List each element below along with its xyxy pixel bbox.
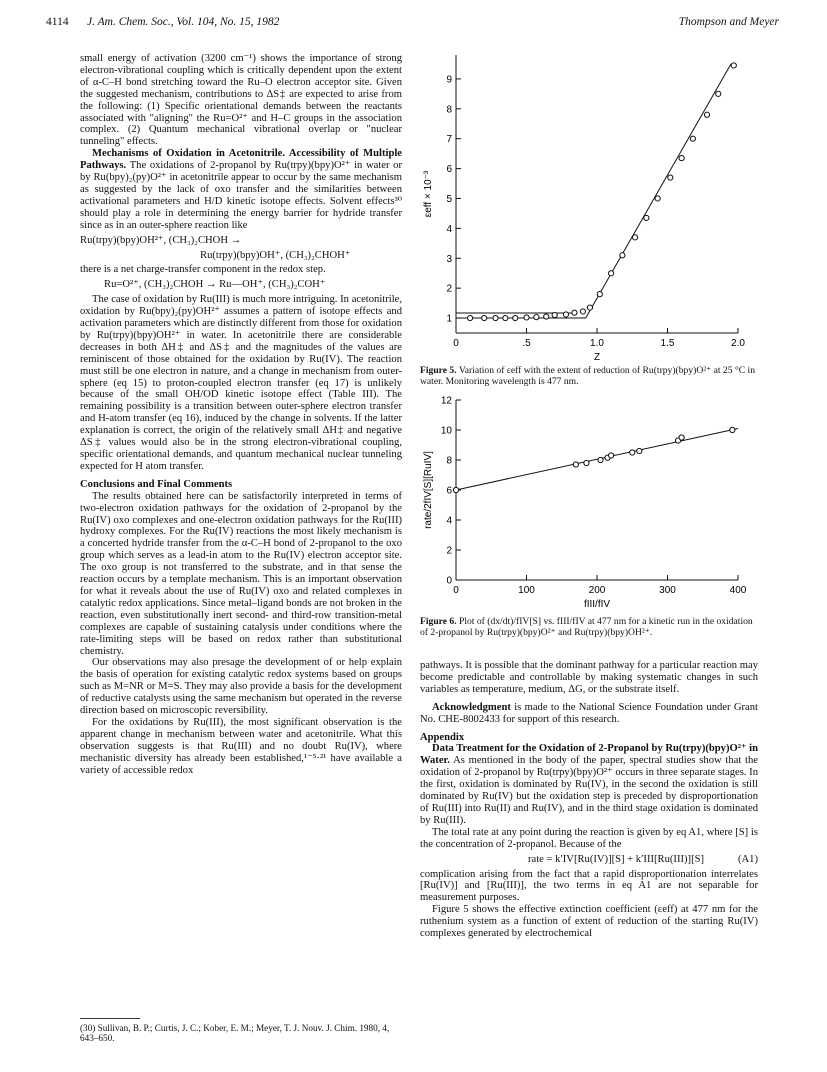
data-point — [534, 315, 539, 320]
data-point — [716, 91, 721, 96]
y-tick-label: 2 — [446, 545, 452, 557]
paragraph: Acknowledgment is made to the National Science Foundation under Grant No. CHE-8002433 for support of this research. — [420, 701, 758, 725]
data-point — [552, 312, 557, 317]
data-point — [690, 136, 695, 141]
data-point — [609, 453, 614, 458]
equation: Ru(trpy)(bpy)OH⁺, (CH₃)₂CHOH⁺ — [200, 249, 351, 261]
figure-6-caption: Figure 6. Plot of (dx/dt)/fIV[S] vs. fIII/fIV at 477 nm for a kinetic run in the oxidation of 2-propanol by Ru(trpy)(bpy)O²⁺ and Ru(trpy)(bpy)OH²⁺. — [420, 616, 753, 638]
y-axis-label: εeff × 10⁻³ — [423, 170, 434, 218]
x-tick-label: 0 — [453, 338, 459, 349]
data-point — [503, 315, 508, 320]
data-point — [637, 448, 642, 453]
data-point — [679, 435, 684, 440]
y-tick-label: 2 — [446, 283, 452, 295]
data-point — [630, 450, 635, 455]
y-axis-label: rate/2fIV[S][RuIV] — [423, 451, 434, 529]
figure-5-chart — [420, 45, 765, 360]
data-point — [587, 305, 592, 310]
running-authors: Thompson and Meyer — [678, 16, 779, 28]
acknowledgment-heading: Acknowledgment — [432, 701, 511, 713]
left-column — [80, 53, 402, 776]
fit-line — [456, 64, 731, 318]
figure-6-chart — [420, 392, 765, 610]
paragraph: complication arising from the fact that a rapid disproportionation interrelates [Ru(IV)] and [Ru(III)], the two terms in eq A1 are not separable for measurement purposes. — [420, 868, 758, 904]
paragraph: pathways. It is possible that the dominant pathway for a particular reaction may become predictable and controllable by making systematic changes in such variables as temperature, medium, ΔG, or the substrate itself. — [420, 660, 758, 695]
paragraph: Figure 5 shows the effective extinction coefficient (εeff) at 477 nm for the ruthenium system as a function of extent of reduction of the starting Ru(IV) complexes generated by electrochemical — [420, 904, 758, 940]
x-tick-label: 1.0 — [590, 338, 604, 349]
y-tick-label: 4 — [446, 223, 452, 235]
data-point — [598, 457, 603, 462]
equation-a1: rate = k′IV[Ru(IV)][S] + k′III[Ru(III)][S] (A1) — [528, 853, 758, 865]
x-tick-label: 400 — [729, 585, 747, 596]
paragraph: Our observations may also presage the development of or help explain the basis of operation for existing catalytic redox systems based on groups such as M=NR or M=S. They may also provide a basis for the development of reductive catalysts using the same mechanism but operated in the reverse direction based on microscopic reversibility. — [80, 657, 402, 717]
data-point — [730, 427, 735, 432]
fit-line — [456, 429, 738, 491]
data-point — [453, 487, 458, 492]
paragraph: small energy of activation (3200 cm⁻¹) shows the importance of strong electron-vibrational coupling which is critically dependent upon the extent of α-C–H bond stretching toward the Ru–O electron acceptor site. Given the suggested mechanism, contributions to ΔS‡ are expected to arise from the following: (1) Specific orientational demands between the reactants associated with "aligning" the Ru=O²⁺ and H–C groups in the association complex. (2) Quantum mechanical vibrational overlap or "nuclear tunneling" effects. — [80, 53, 402, 148]
figure-5-caption: Figure 5. Variation of εeff with the extent of reduction of Ru(trpy)(bpy)O²⁺ at 25 °C in water. Monitoring wavelength is 477 nm. — [420, 365, 756, 387]
y-tick-label: 6 — [446, 164, 452, 176]
paragraph: For the oxidations by Ru(III), the most significant observation is the apparent change in mechanism between water and acetonitrile. What this observation suggests is that Ru(III) and no doubt Ru(IV), where mechanistic diversity has already been established,¹⁻⁵·²¹ have available a variety of accessible redox — [80, 716, 402, 776]
x-axis-label: Z — [593, 352, 601, 360]
paragraph: The results obtained here can be satisfactorily interpreted in terms of two-electron oxidation pathways for the oxidation of 2-propanol by the Ru(IV) oxo complexes and one-electron oxidation pathways for the Ru(III) hydroxy complexes. For the Ru(IV) reactions the most likely mechanism is a concerted hydride transfer from the α-C–H bond of 2-propanol to the oxo group which serves as a lead-in atom to the Ru(IV) electron acceptor site. The oxo group is not transferred to the substrate, and in that sense the reaction occurs by a template mechanism. This is an important observation for what it reveals about the use of Ru(IV) oxo and related complexes in catalytic redox applications. Since metal–ligand bonds are not broken in the reaction, even substitutionally inert second- and third-row transition-metal complexes are capable of sustaining catalysis under conditions where the rate-limiting steps will be based on redox rather than substitutional chemistry. — [80, 490, 402, 657]
data-point — [597, 292, 602, 297]
appendix-heading: Appendix — [420, 731, 465, 743]
right-column — [420, 660, 758, 940]
y-tick-label: 5 — [446, 193, 452, 205]
y-tick-label: 1 — [446, 313, 452, 325]
data-point — [620, 253, 625, 258]
x-tick-label: 1.5 — [660, 338, 675, 349]
section-heading: Conclusions and Final Comments — [80, 478, 233, 490]
data-point — [572, 310, 577, 315]
section-run-in-heading: Mechanisms of Oxidation in Acetonitrile. Accessibility of Multiple Pathways. — [80, 148, 402, 172]
y-tick-label: 3 — [446, 253, 452, 265]
data-point — [609, 271, 614, 276]
data-point — [544, 314, 549, 319]
data-point — [563, 312, 568, 317]
paragraph: Mechanisms of Oxidation in Acetonitrile. Accessibility of Multiple Pathways. The oxidations of 2-propanol by Ru(trpy)(bpy)O²⁺ in water or by Ru(bpy)₂(py)O²⁺ in acetonitrile appear to occur by the same mechanism as suggested by the lack of oxo transfer and the similarities between activational parameters and H/D kinetic isotope effects. Solvent effects³⁰ should play a role in determining the energy barrier for hydride transfer since as in an outer-sphere reaction like — [80, 148, 402, 231]
data-point — [679, 156, 684, 161]
journal-citation: J. Am. Chem. Soc., Vol. 104, No. 15, 1982 — [87, 16, 280, 28]
paragraph: The case of oxidation by Ru(III) is much more intriguing. In acetonitrile, oxidation by Ru(bpy)₂(py)OH²⁺ assumes a pattern of isotope effects and activation parameters which are distinctly different from those for oxidation by Ru(trpy)(bpy)OH²⁺ in water. In acetonitrile there are considerable decreases in both ΔH‡ and ΔS‡ and the magnitudes of the values are reminiscent of those obtained for the oxidation by Ru(IV). The reaction must still be one electron in nature, and a change in mechanism from outer-sphere (eq 15) to proton-coupled electron transfer (eq 17) is unlikely because of the small OH/OD kinetic isotope effect (Table III). The remaining possibility is a transition between outer-sphere electron transfer and H-atom transfer (eq 16), induced by the change in solvents. If the latter explanation is correct, the origin of the relatively small ΔH‡ and negative ΔS‡ values would also be in the strong electron-vibrational coupling, specific orientational demands, and quantum mechanical nuclear tunneling expected for H atom transfer. — [80, 294, 402, 472]
y-tick-label: 4 — [446, 515, 452, 527]
y-tick-label: 6 — [446, 485, 452, 497]
footnote: (30) Sullivan, B. P.; Curtis, J. C.; Kober, E. M.; Meyer, T. J. Nouv. J. Chim. 1980, 4, 643–650. — [80, 1023, 390, 1044]
paragraph: Data Treatment for the Oxidation of 2-Propanol by Ru(trpy)(bpy)O²⁺ in Water. As mentioned in the body of the paper, spectral studies show that the oxidation of 2-propanol by Ru(trpy)(bpy)O²⁺ occurs in three separate stages. In the first, oxidation is dominated by Ru(IV), in the second the oxidation is still dominated by Ru(IV) but the oxidation step is preceded by disproportionation of Ru(III) into Ru(II) and Ru(IV), and in the third stage oxidation is dominated by Ru(III). — [420, 743, 758, 826]
data-point — [644, 215, 649, 220]
x-axis-label: fIII/fIV — [583, 599, 611, 610]
paragraph: there is a net charge-transfer component in the redox step. — [80, 264, 326, 276]
data-point — [668, 175, 673, 180]
appendix-run-in-heading: Data Treatment for the Oxidation of 2-Propanol by Ru(trpy)(bpy)O²⁺ in Water. — [420, 743, 758, 767]
y-tick-label: 7 — [446, 134, 452, 146]
data-point — [704, 112, 709, 117]
x-tick-label: 100 — [518, 585, 535, 596]
data-point — [513, 315, 518, 320]
data-point — [731, 63, 736, 68]
x-tick-label: 300 — [659, 585, 676, 596]
equation: Ru(trpy)(bpy)OH²⁺, (CH₃)₂CHOH → — [80, 234, 242, 246]
x-tick-label: 2.0 — [731, 338, 745, 349]
y-tick-label: 10 — [440, 425, 452, 437]
x-tick-label: .5 — [522, 338, 531, 349]
x-tick-label: 200 — [588, 585, 606, 596]
data-point — [524, 315, 529, 320]
data-point — [573, 462, 578, 467]
footnote-rule — [80, 1018, 140, 1019]
y-tick-label: 8 — [446, 104, 452, 116]
data-point — [493, 315, 498, 320]
data-point — [482, 315, 487, 320]
equation: Ru=O²⁺, (CH₃)₂CHOH → Ru—OH⁺, (CH₃)₂COH⁺ — [104, 279, 326, 291]
y-tick-label: 12 — [440, 395, 452, 407]
paragraph: The total rate at any point during the reaction is given by eq A1, where [S] is the concentration of 2-propanol. Because of the — [420, 826, 758, 850]
x-tick-label: 0 — [453, 585, 459, 596]
data-point — [584, 460, 589, 465]
data-point — [468, 315, 473, 320]
page-number: 4114 — [46, 16, 69, 28]
y-tick-label: 0 — [446, 575, 452, 587]
y-tick-label: 9 — [446, 74, 452, 86]
data-point — [632, 235, 637, 240]
data-point — [580, 309, 585, 314]
data-point — [655, 196, 660, 201]
y-tick-label: 8 — [446, 455, 452, 467]
